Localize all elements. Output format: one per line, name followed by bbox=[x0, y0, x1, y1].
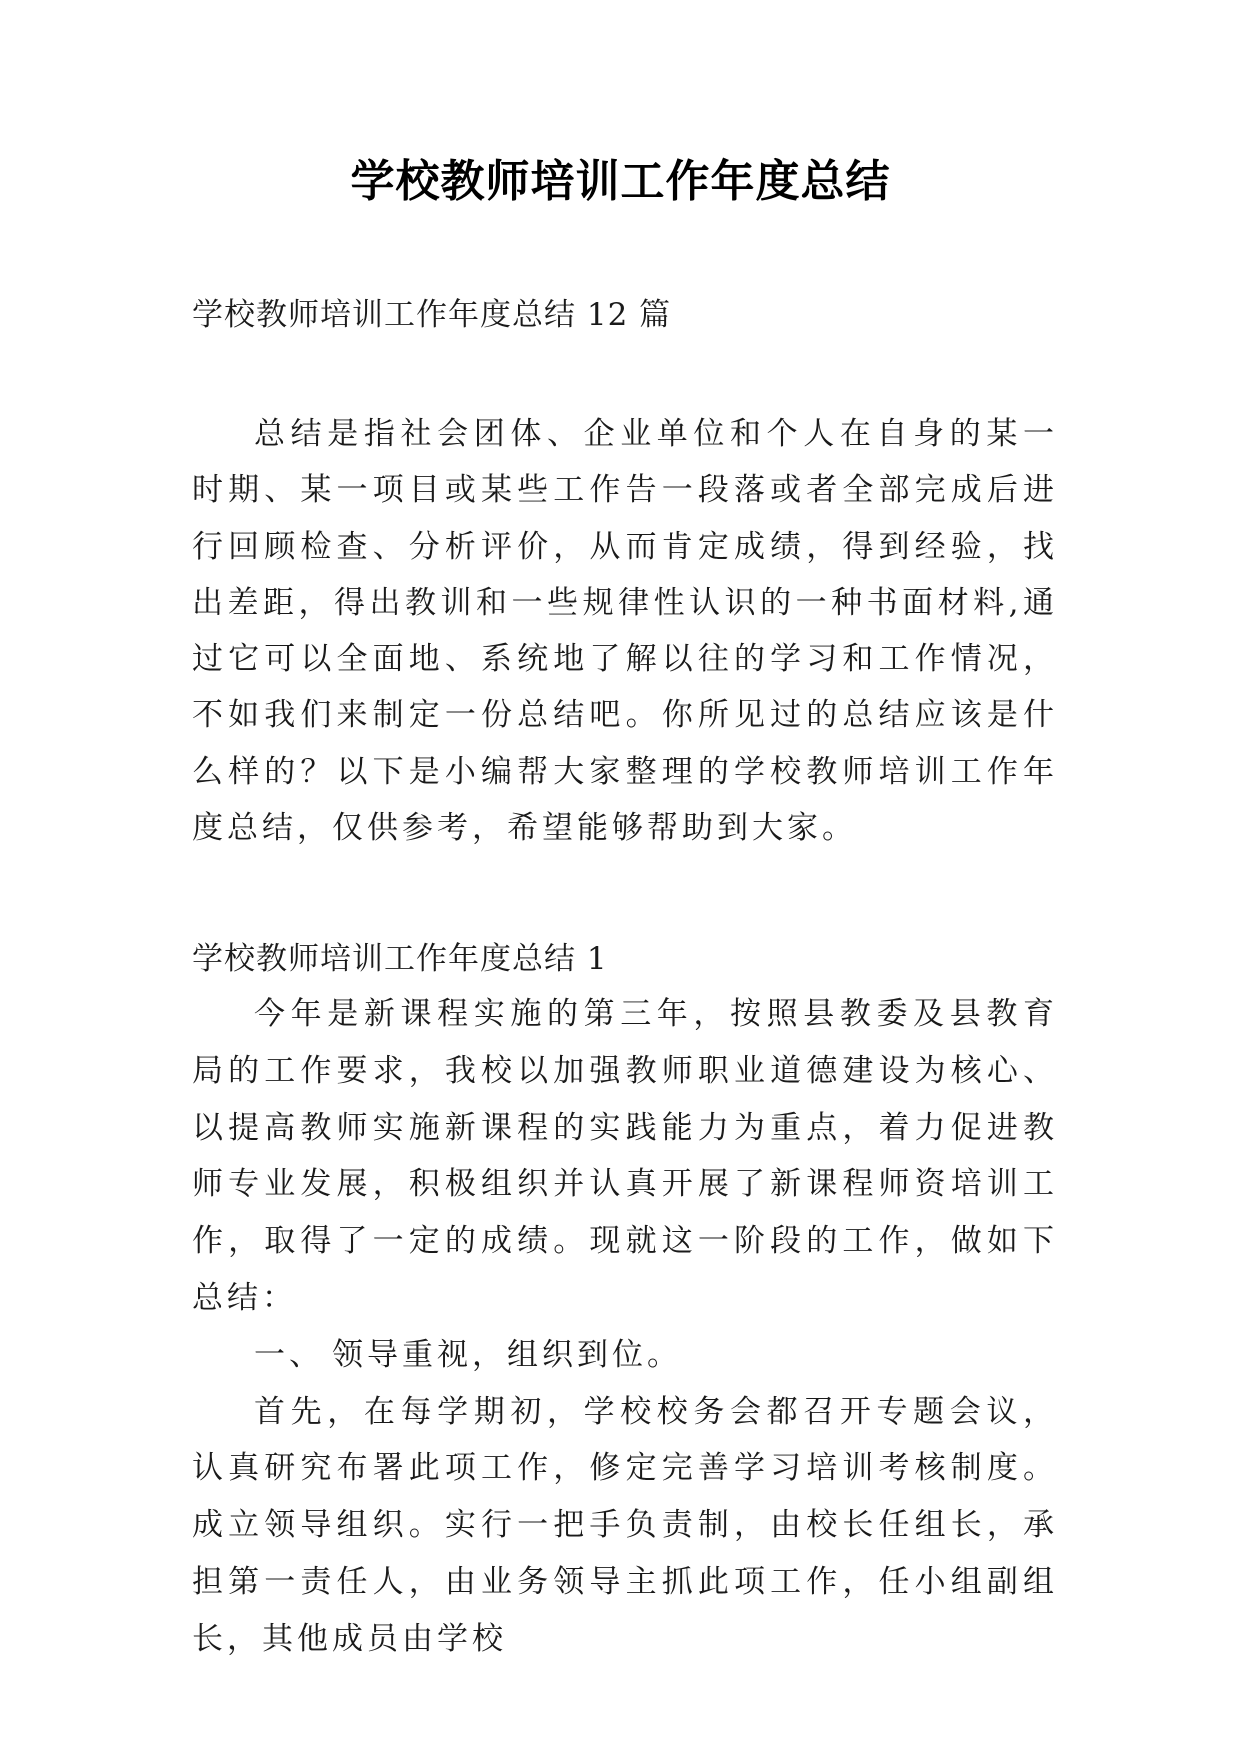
intro-section bbox=[192, 406, 1058, 856]
document-subtitle: 学校教师培训工作年度总结 12 篇 bbox=[192, 297, 672, 333]
intro-paragraph: 总结是指社会团体、企业单位和个人在自身的某一时期、某一项目或某些工作告一段落或者全部完成后进行回顾检查、分析评价，从而肯定成绩，得到经验，找出差距，得出教训和一些规律性认识的一种书面材料,通过它可以全面地、系统地了解以往的学习和工作情况，不如我们来制定一份总结吧。你所见过的总结应该是什么样的？以下是小编帮大家整理的学校教师培训工作年度总结，仅供参考，希望能够帮助到大家。 bbox=[192, 416, 1058, 847]
document-title: 学校教师培训工作年度总结 bbox=[350, 156, 891, 207]
item-text: 领导重视，组织到位。 bbox=[332, 1336, 682, 1373]
body-paragraph: 今年是新课程实施的第三年，按照县教委及县教育局的工作要求，我校以加强教师职业道德建设为核心、以提高教师实施新课程的实践能力为重点，着力促进教师专业发展，积极组织并认真开展了新课程师资培训工作，取得了一定的成绩。现就这一阶段的工作，做如下总结： bbox=[192, 996, 1058, 1316]
section-body bbox=[192, 986, 1058, 1668]
section-heading: 学校教师培训工作年度总结 1 bbox=[192, 941, 608, 977]
body-paragraph: 首先，在每学期初，学校校务会都召开专题会议，认真研究布署此项工作，修定完善学习培训考核制度。成立领导组织。实行一把手负责制，由校长任组长，承担第一责任人，由业务领导主抓此项工作，任小组副组长，其他成员由学校 bbox=[192, 1393, 1058, 1657]
numbered-item bbox=[192, 1327, 1058, 1384]
item-number: 一、 bbox=[254, 1336, 324, 1373]
